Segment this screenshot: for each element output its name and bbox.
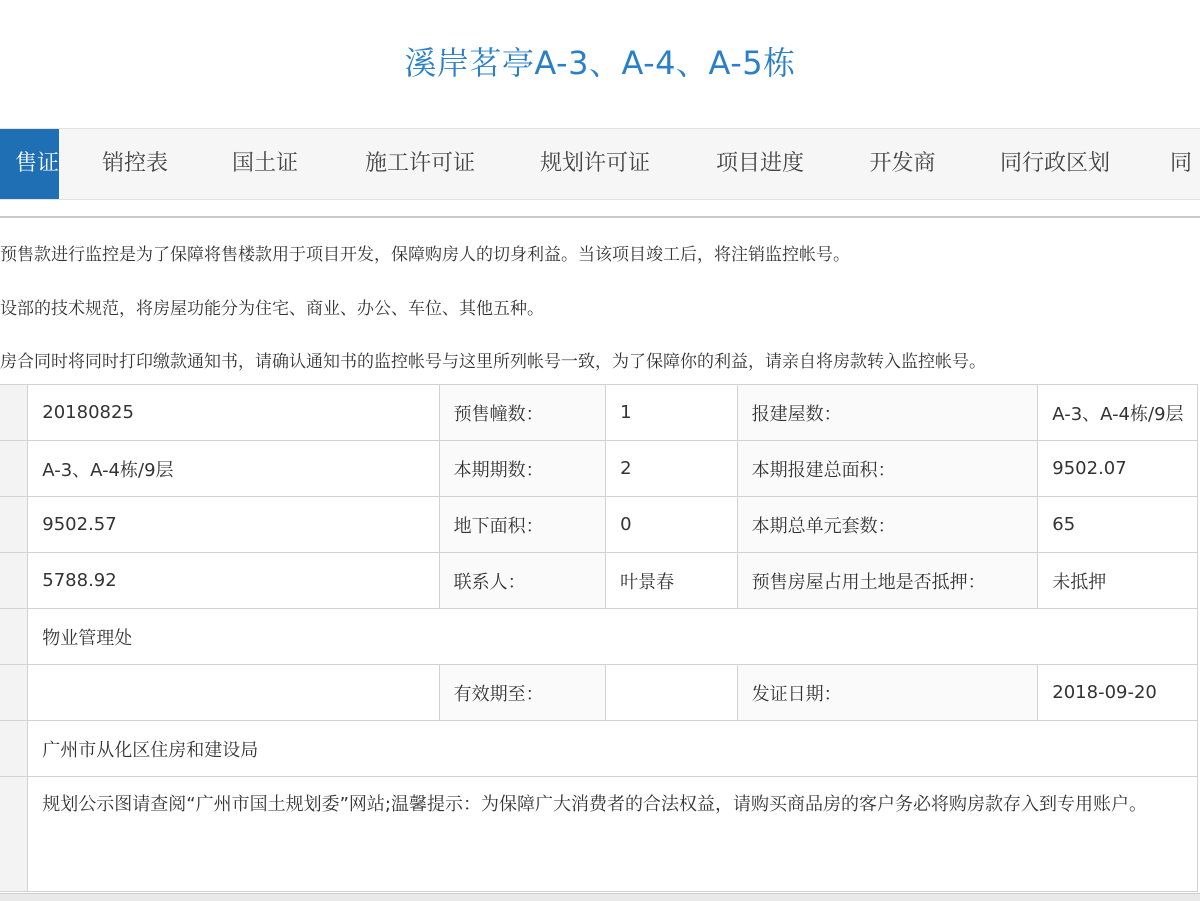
cell-value: 2018-09-20	[1038, 665, 1198, 721]
tab-same-district[interactable]: 同行政区划	[999, 151, 1110, 176]
table-row	[0, 609, 1198, 665]
cell-value: 9502.07	[1038, 441, 1198, 497]
tab-presale-cert[interactable]	[0, 129, 59, 199]
tab-bar	[0, 128, 1200, 200]
row-label-cell	[0, 665, 28, 721]
presale-info-table	[0, 384, 1198, 892]
table-row	[0, 553, 1198, 609]
cell-value: 未抵押	[1038, 553, 1198, 609]
table-row	[0, 665, 1198, 721]
cell-label: 报建屋数：	[737, 385, 1038, 441]
row-label-cell	[0, 609, 28, 665]
cell-value: 广州市从化区住房和建设局	[28, 721, 1198, 777]
tab-land-cert[interactable]: 国土证	[231, 151, 298, 176]
cell-value: 0	[606, 497, 737, 553]
divider	[0, 216, 1200, 218]
cell-label: 地下面积：	[439, 497, 605, 553]
cell-label: 本期期数：	[439, 441, 605, 497]
cell-value: 5788.92	[28, 553, 439, 609]
table-row	[0, 721, 1198, 777]
tab-project-progress[interactable]: 项目进度	[715, 151, 804, 176]
cell-value	[28, 665, 439, 721]
cell-value: 1	[606, 385, 737, 441]
cell-value: 9502.57	[28, 497, 439, 553]
cell-label: 本期总单元套数：	[737, 497, 1038, 553]
cell-value: 物业管理处	[28, 609, 1198, 665]
notice-line-3: 房合同时将同时打印缴款通知书，请确认通知书的监控帐号与这里所列帐号一致，为了保障你的利益，请亲自将房款转入监控帐号。	[0, 352, 986, 372]
tab-construction-permit[interactable]: 施工许可证	[364, 151, 475, 176]
tab-sales-control[interactable]: 销控表	[101, 151, 168, 176]
row-label-cell	[0, 553, 28, 609]
table-row	[0, 497, 1198, 553]
row-label-cell	[0, 721, 28, 777]
tab-planning-permit[interactable]: 规划许可证	[539, 151, 650, 176]
cell-value: 20180825	[28, 385, 439, 441]
row-label-cell	[0, 497, 28, 553]
cell-value: A-3、A-4栋/9层	[1038, 385, 1198, 441]
cell-label: 本期报建总面积：	[737, 441, 1038, 497]
tab-developer[interactable]: 开发商	[869, 151, 936, 176]
row-label-cell	[0, 777, 28, 892]
tab-more[interactable]: 同	[1170, 151, 1193, 176]
row-label-cell	[0, 441, 28, 497]
table-row	[0, 385, 1198, 441]
cell-value	[606, 665, 737, 721]
cell-label: 有效期至：	[439, 665, 605, 721]
cell-value: 叶景春	[606, 553, 737, 609]
cell-value: 规划公示图请查阅“广州市国土规划委”网站;温馨提示：为保障广大消费者的合法权益，请购买商品房的客户务必将购房款存入到专用账户。	[28, 777, 1198, 892]
cell-value: A-3、A-4栋/9层	[28, 441, 439, 497]
cell-label: 发证日期：	[737, 665, 1038, 721]
table-row	[0, 777, 1198, 892]
tab-label: 售证	[14, 151, 59, 176]
notice-line-1: 预售款进行监控是为了保障将售楼款用于项目开发，保障购房人的切身利益。当该项目竣工后，将注销监控帐号。	[0, 245, 850, 265]
notice-line-2: 设部的技术规范，将房屋功能分为住宅、商业、办公、车位、其他五种。	[0, 299, 544, 319]
cell-value: 65	[1038, 497, 1198, 553]
cell-value: 2	[606, 441, 737, 497]
row-label-cell	[0, 385, 28, 441]
cell-label: 联系人：	[439, 553, 605, 609]
table-row	[0, 441, 1198, 497]
cell-label: 预售幢数：	[439, 385, 605, 441]
page-title: 溪岸茗亭A-3、A-4、A-5栋	[404, 44, 796, 82]
cell-label: 预售房屋占用土地是否抵押：	[737, 553, 1038, 609]
